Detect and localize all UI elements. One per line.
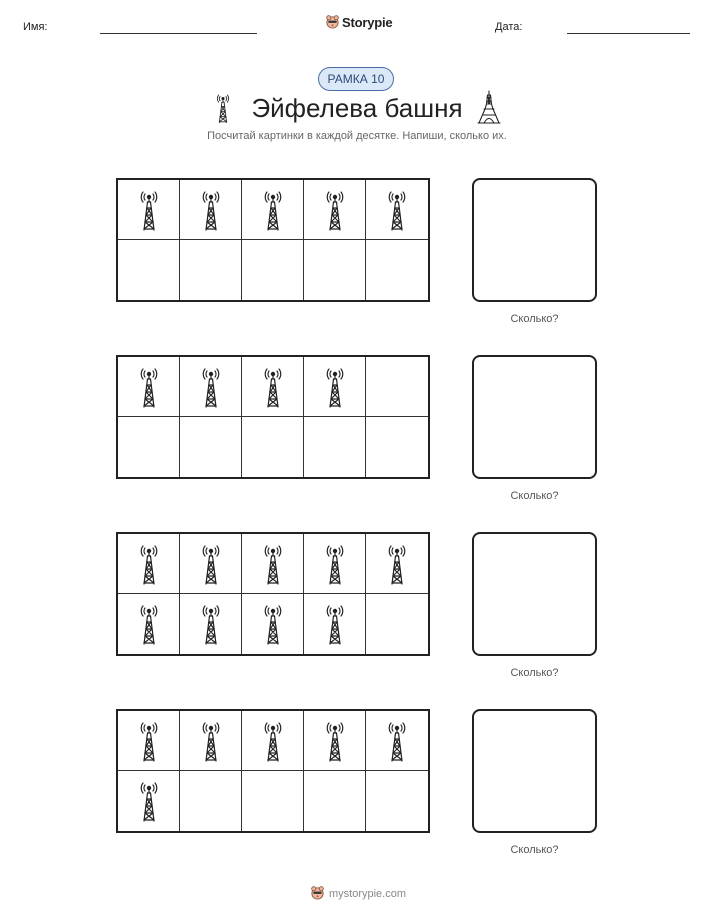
frame-cell [242, 771, 304, 831]
name-label: Имя: [23, 21, 48, 33]
radio-tower-icon [263, 602, 283, 646]
frame-cell [242, 594, 304, 654]
frame-cell [180, 240, 242, 300]
frame-cell [180, 594, 242, 654]
eiffel-tower-icon [476, 90, 502, 124]
answer-box-2[interactable] [472, 355, 597, 479]
radio-tower-icon [325, 602, 345, 646]
ten-frame-2 [116, 355, 430, 479]
radio-tower-icon [325, 365, 345, 409]
radio-tower-icon [201, 188, 221, 232]
frame-cell [118, 594, 180, 654]
radio-tower-icon [387, 719, 407, 763]
radio-tower-icon [201, 602, 221, 646]
answer-box-3[interactable] [472, 532, 597, 656]
mascot-icon [310, 885, 325, 900]
frame-cell [304, 240, 366, 300]
frame-cell [304, 534, 366, 594]
radio-tower-icon [139, 542, 159, 586]
answer-label-3: Сколько? [510, 667, 559, 679]
radio-tower-icon [263, 188, 283, 232]
frame-cell [180, 771, 242, 831]
date-label: Дата: [495, 21, 523, 33]
instructions: Посчитай картинки в каждой десятке. Напиши, сколько их. [207, 130, 507, 142]
frame-cell [366, 417, 428, 477]
radio-tower-icon [325, 719, 345, 763]
radio-tower-icon [201, 542, 221, 586]
name-line[interactable] [100, 33, 257, 34]
frame-badge: РАМКА 10 [318, 67, 394, 91]
frame-cell [304, 417, 366, 477]
radio-tower-icon [387, 542, 407, 586]
frame-cell [180, 180, 242, 240]
ten-frame-3 [116, 532, 430, 656]
answer-box-4[interactable] [472, 709, 597, 833]
radio-tower-icon [201, 719, 221, 763]
frame-cell [366, 534, 428, 594]
brand-logo [322, 12, 392, 34]
frame-cell [118, 771, 180, 831]
frame-cell [118, 180, 180, 240]
frame-cell [180, 357, 242, 417]
frame-cell [118, 534, 180, 594]
radio-tower-icon [263, 365, 283, 409]
radio-tower-icon [325, 542, 345, 586]
frame-cell [242, 417, 304, 477]
frame-cell [242, 534, 304, 594]
frame-cell [242, 357, 304, 417]
radio-tower-icon [139, 602, 159, 646]
answer-box-1[interactable] [472, 178, 597, 302]
frame-cell [304, 594, 366, 654]
frame-cell [366, 711, 428, 771]
frame-cell [180, 534, 242, 594]
radio-tower-icon [325, 188, 345, 232]
frame-cell [366, 240, 428, 300]
frame-cell [304, 180, 366, 240]
frame-cell [118, 417, 180, 477]
answer-label-4: Сколько? [510, 844, 559, 856]
radio-tower-icon [387, 188, 407, 232]
answer-label-1: Сколько? [510, 313, 559, 325]
radio-tower-icon [263, 719, 283, 763]
date-line[interactable] [567, 33, 690, 34]
page-title: Эйфелева башня [251, 93, 463, 123]
frame-cell [366, 594, 428, 654]
frame-cell [366, 357, 428, 417]
radio-tower-icon [139, 188, 159, 232]
radio-tower-icon [139, 779, 159, 823]
frame-cell [242, 180, 304, 240]
frame-cell [304, 711, 366, 771]
frame-cell [118, 711, 180, 771]
frame-cell [180, 417, 242, 477]
frame-cell [118, 357, 180, 417]
mascot-icon [325, 14, 340, 29]
ten-frame-4 [116, 709, 430, 833]
footer [310, 884, 410, 906]
frame-cell [242, 240, 304, 300]
ten-frame-1 [116, 178, 430, 302]
frame-cell [366, 771, 428, 831]
brand-name: Storypie [342, 15, 393, 30]
frame-cell [304, 771, 366, 831]
footer-url: mystorypie.com [329, 888, 407, 900]
radio-tower-icon [263, 542, 283, 586]
answer-label-2: Сколько? [510, 490, 559, 502]
frame-cell [242, 711, 304, 771]
frame-cell [304, 357, 366, 417]
frame-cell [180, 711, 242, 771]
radio-tower-icon [139, 719, 159, 763]
frame-cell [118, 240, 180, 300]
radio-tower-icon [139, 365, 159, 409]
frame-cell [366, 180, 428, 240]
radio-tower-icon [201, 365, 221, 409]
